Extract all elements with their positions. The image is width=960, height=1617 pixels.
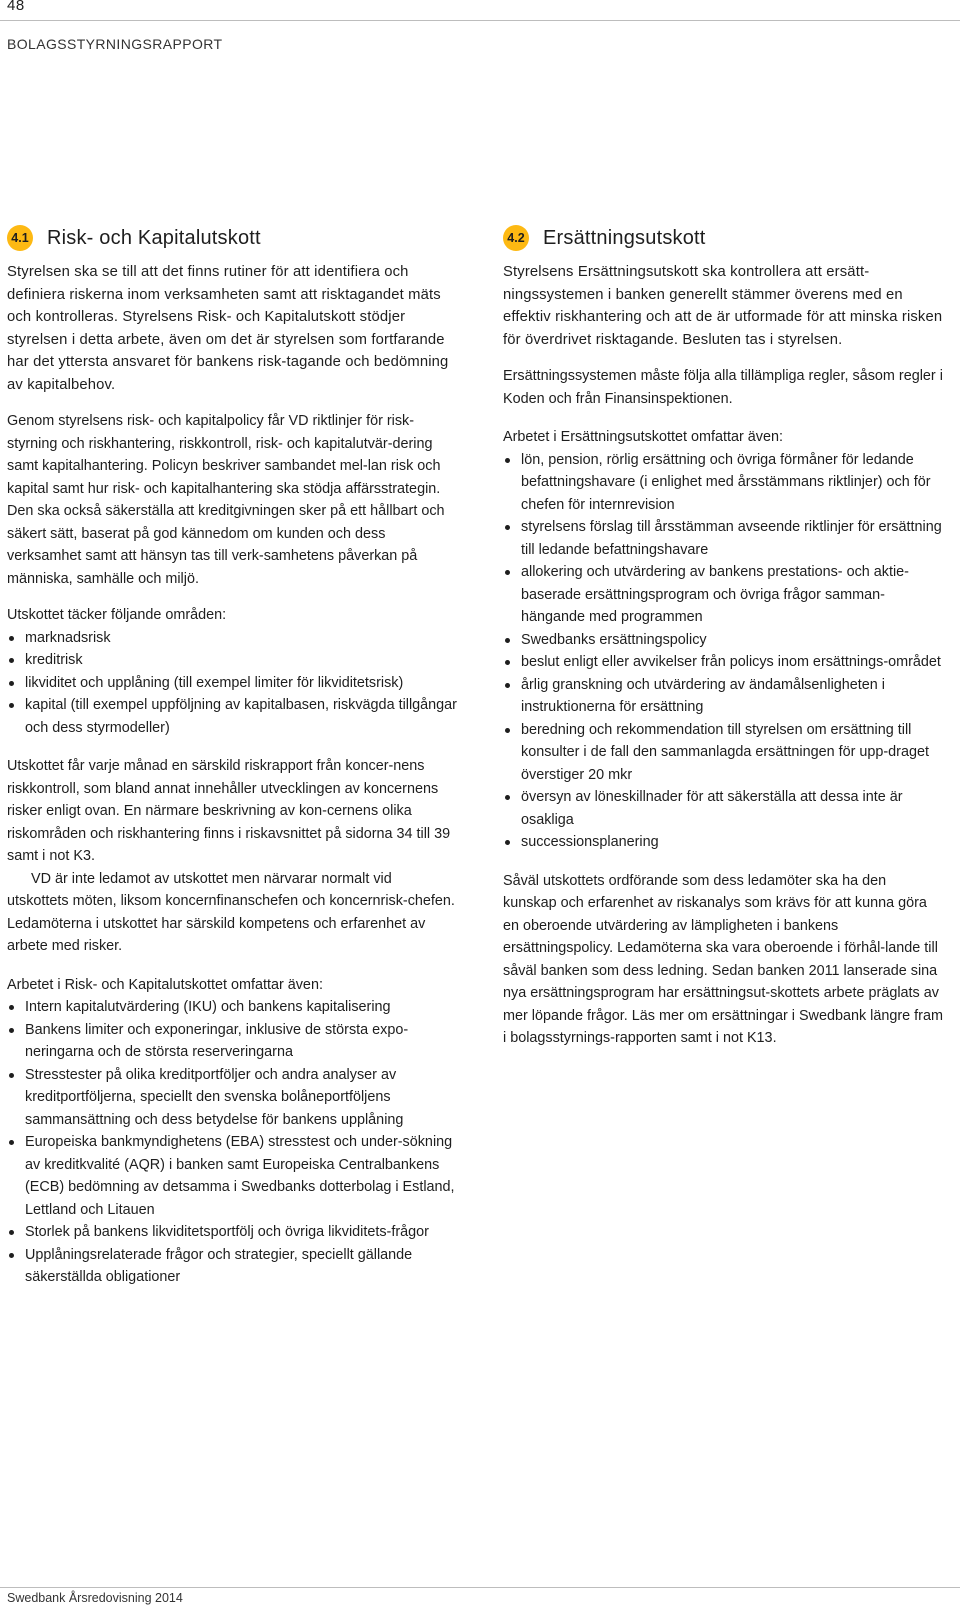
work-list bbox=[503, 449, 943, 854]
list-item: likviditet och upplåning (till exempel limiter för likviditetsrisk) bbox=[7, 672, 457, 695]
section-risk-capital bbox=[7, 223, 457, 1289]
rules-paragraph: Ersättningssystemen måste följa alla tillämpliga regler, såsom regler i Koden och från Finansinspektionen. bbox=[503, 368, 943, 407]
risk-report-paragraph: Utskottet får varje månad en särskild riskrapport från koncer-nens riskkontroll, som bland annat innehåller utvecklingen av koncernens risker enligt ovan. En närmare beskrivning av kon-cernens olika riskområden och riskhantering finns i riskavsnittet på sidorna 34 till 39 samt i not K3. bbox=[7, 758, 451, 864]
list-item: styrelsens förslag till årsstämman avseende riktlinjer för ersättning till ledande befattningshavare bbox=[503, 516, 943, 561]
section-number-badge: 4.2 bbox=[503, 225, 529, 251]
intro-paragraph: Styrelsens Ersättningsutskott ska kontrollera att ersätt-ningssystemen i banken generellt stämmer överens med en effektiv riskhantering och att de är utformade för att minska risken för överdrivet risktagande. Besluten tas i styrelsen. bbox=[503, 264, 943, 348]
list-item: Bankens limiter och exponeringar, inklusive de största expo-neringarna och de största reserveringarna bbox=[7, 1019, 457, 1064]
work-intro: Arbetet i Risk- och Kapitalutskottet omfattar även: bbox=[7, 976, 323, 993]
section-title: Ersättningsutskott bbox=[543, 226, 706, 249]
list-item: Europeiska bankmyndighetens (EBA) stresstest och under-sökning av kreditkvalité (AQR) i banken samt Europeiska Centralbankens (ECB) bedömning av detsamma i Swedbanks dotterbolag i Estland, Lettland och Litauen bbox=[7, 1131, 457, 1221]
list-item: lön, pension, rörlig ersättning och övriga förmåner för ledande befattningshavare (i enlighet med årsstämmans riktlinjer) och för chefen för internrevision bbox=[503, 449, 943, 517]
list-item: allokering och utvärdering av bankens prestations- och aktie-baserade ersättningsprogram och övriga frågor samman-hängande med programmen bbox=[503, 561, 943, 629]
vd-paragraph: VD är inte ledamot av utskottet men närvarar normalt vid utskottets möten, liksom koncernfinanschefen och koncernrisk-chefen. Ledamöterna i utskottet har särskild kompetens och erfarenhet av arbete med risker. bbox=[7, 870, 455, 954]
list-item: översyn av löneskillnader för att säkerställa att dessa inte är osakliga bbox=[503, 786, 943, 831]
footer-text: Swedbank Årsredovisning 2014 bbox=[7, 1591, 183, 1605]
list-item: Swedbanks ersättningspolicy bbox=[503, 629, 943, 652]
list-item: beredning och rekommendation till styrelsen om ersättning till konsulter i de fall den sammanlagda ersättningen för upp-draget överstiger 20 mkr bbox=[503, 719, 943, 787]
footer-divider bbox=[0, 1587, 960, 1588]
section-number-badge: 4.1 bbox=[7, 225, 33, 251]
list-item: Storlek på bankens likviditetsportfölj och övriga likviditets-frågor bbox=[7, 1221, 457, 1244]
intro-paragraph: Styrelsen ska se till att det finns rutiner för att identifiera och definiera riskerna inom verksamheten samt att risktagandet mäts och kontrolleras. Styrelsens Risk- och Kapitalutskott stödjer styrelsen i detta arbete, även om det är styrelsen som fortfarande har det yttersta ansvaret för bankens risk-tagande och bedömning av kapitalbehov. bbox=[7, 264, 449, 393]
areas-intro: Utskottet täcker följande områden: bbox=[7, 607, 227, 623]
areas-list bbox=[7, 627, 457, 740]
work-list bbox=[7, 996, 457, 1289]
list-item: årlig granskning och utvärdering av ändamålsenligheten i instruktionerna för ersättning bbox=[503, 674, 943, 719]
list-item: marknadsrisk bbox=[7, 627, 457, 650]
list-item: Intern kapitalutvärdering (IKU) och bankens kapitalisering bbox=[7, 996, 457, 1019]
list-item: Upplåningsrelaterade frågor och strategier, speciellt gällande säkerställda obligationer bbox=[7, 1244, 457, 1289]
list-item: kapital (till exempel uppföljning av kapitalbasen, riskvägda tillgångar och dess styrmodeller) bbox=[7, 694, 457, 739]
policy-paragraph: Genom styrelsens risk- och kapitalpolicy får VD riktlinjer för risk-styrning och riskhantering, riskkontroll, risk- och kapitalutvär-dering samt kapitalhantering. Policyn beskriver sambandet mel-lan risk och kapital samt hur risk- och kapitalhantering ska stödja affärsstrategin. Den ska också säkerställa att kreditgivningen sker på ett hållbart och säkert sätt, baserat på god kännedom om kunden och dess verksamhet samt att hänsyn tas till verk-samhetens påverkan på människa, samhälle och miljö. bbox=[7, 413, 445, 587]
section-title: Risk- och Kapitalutskott bbox=[47, 226, 261, 249]
list-item: successionsplanering bbox=[503, 831, 943, 854]
list-item: Stresstester på olika kreditportföljer och andra analyser av kreditportföljerna, speciellt den svenska bolåneportföljens sammansättning och dess betydelse för bankens upplåning bbox=[7, 1064, 457, 1132]
closing-paragraph: Såväl utskottets ordförande som dess ledamöter ska ha den kunskap och erfarenhet av riskanalys som krävs för att kunna göra en oberoende utvärdering av lämpligheten i bankens ersättningspolicy. Ledamöterna ska vara oberoende i förhål-lande till såväl banken som dess ledning. Sedan banken 2011 lanserade sina nya ersättningsprogram har ersättningsut-skottets arbete präglats av mer löpande frågor. Läs mer om ersättningar i Swedbank längre fram i bolagsstyrnings-rapporten samt i not K13. bbox=[503, 872, 943, 1046]
list-item: beslut enligt eller avvikelser från policys inom ersättnings-området bbox=[503, 651, 943, 674]
page-number: 48 bbox=[7, 0, 25, 14]
section-remuneration bbox=[503, 223, 943, 1050]
section-heading bbox=[7, 223, 457, 253]
work-intro: Arbetet i Ersättningsutskottet omfattar även: bbox=[503, 429, 783, 445]
list-item: kreditrisk bbox=[7, 649, 457, 672]
section-heading bbox=[503, 223, 943, 253]
report-title: BOLAGSSTYRNINGSRAPPORT bbox=[7, 36, 223, 52]
header-divider bbox=[0, 20, 960, 21]
